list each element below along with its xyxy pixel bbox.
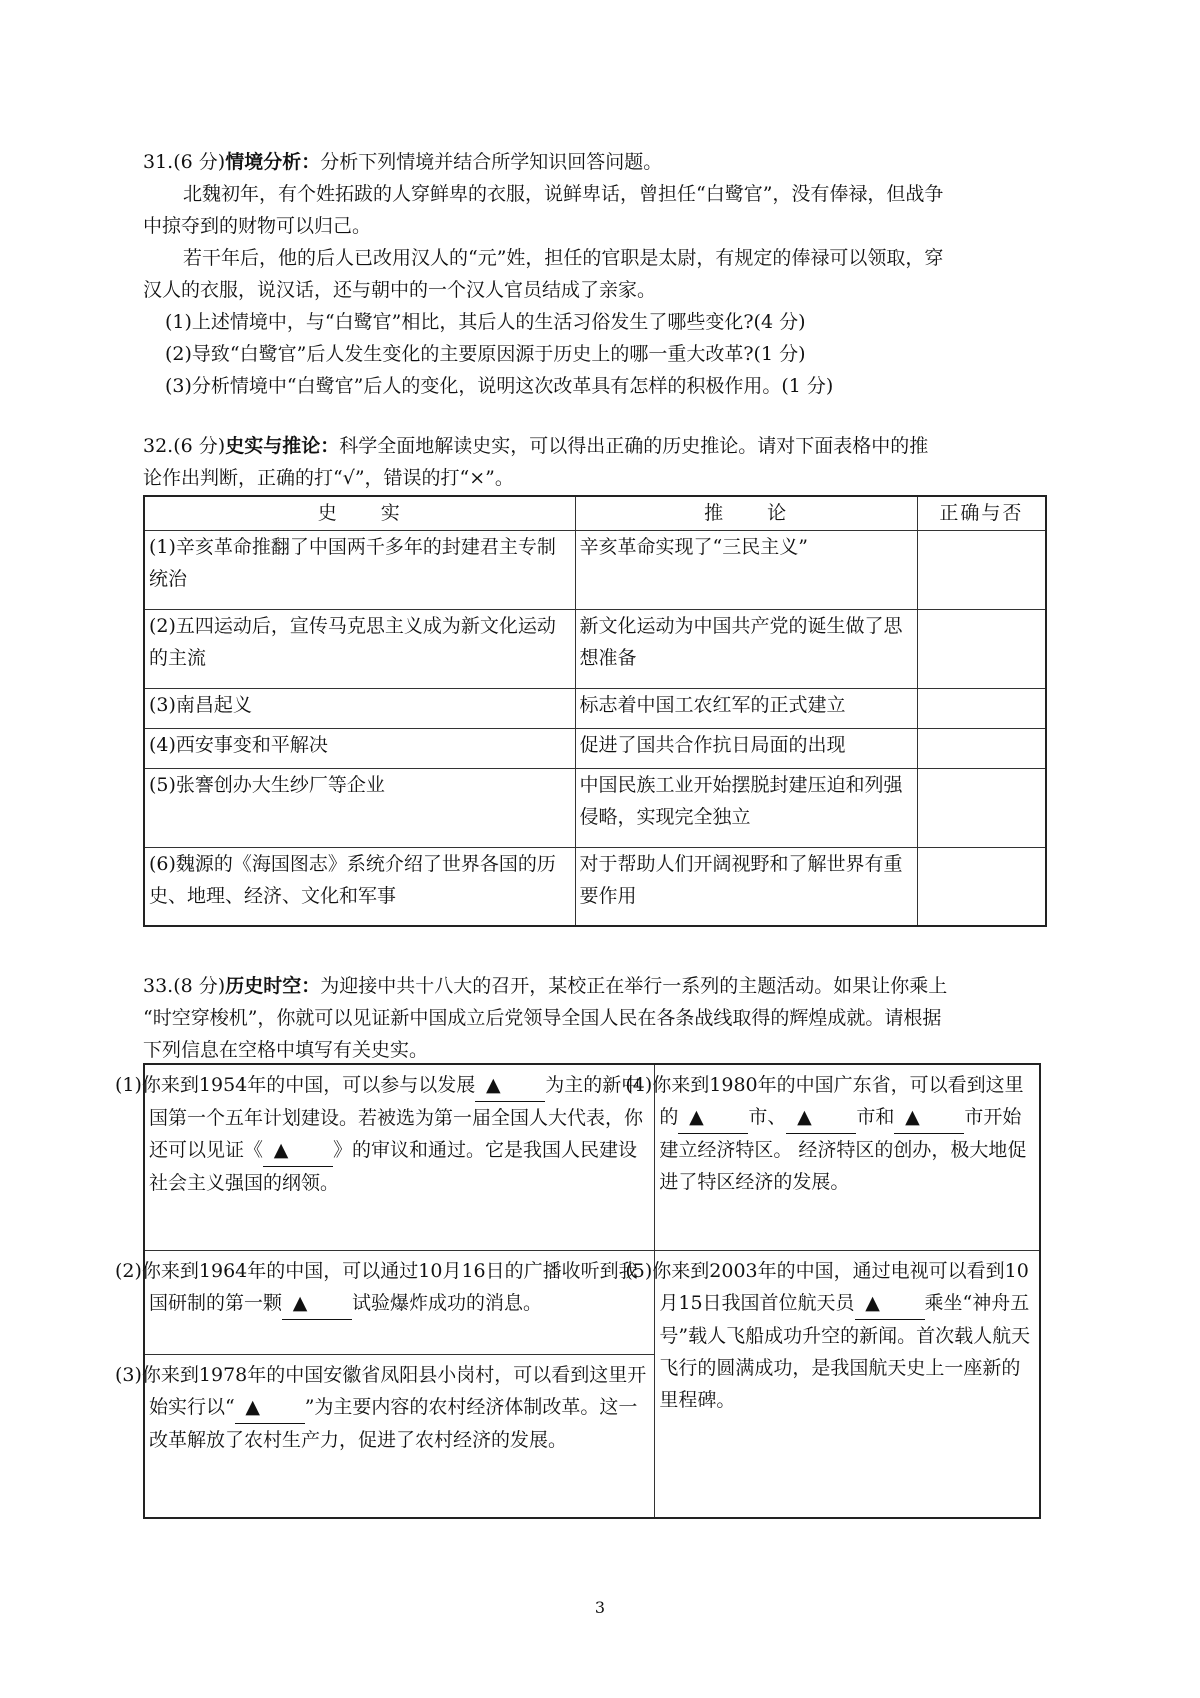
- q31-sub2: (2)导致“白鹭官”后人发生变化的主要原因源于历史上的哪一重大改革?(1 分): [165, 343, 806, 365]
- q33-intro-line3: 下列信息在空格中填写有关史实。: [143, 1039, 429, 1061]
- q33-intro-line2: “时空穿梭机”，你就可以见证新中国成立后党领导全国人民在各条战线取得的辉煌成就。请根据: [143, 1007, 942, 1029]
- cell-1964: (2)你来到1964年的中国，可以通过10月16日的广播收听到我国研制的第一颗 ▲ 试验爆炸成功的消息。: [144, 1250, 655, 1354]
- inference-cell: 新文化运动为中国共产党的诞生做了思想准备: [575, 609, 917, 688]
- inference-cell: 辛亥革命实现了“三民主义”: [575, 530, 917, 609]
- answer-blank[interactable]: ▲: [263, 1134, 333, 1167]
- header-inference: 推 论: [575, 496, 917, 530]
- question-32: [143, 430, 1063, 494]
- q31-para2-line2: 汉人的衣服，说汉话，还与朝中的一个汉人官员结成了亲家。: [143, 279, 657, 301]
- q31-para1-line2: 中掠夺到的财物可以归己。: [143, 215, 372, 237]
- inference-cell: 促进了国共合作抗日局面的出现: [575, 728, 917, 768]
- table-row: [144, 768, 1046, 847]
- table-row: [144, 609, 1046, 688]
- question-31: [143, 146, 1063, 402]
- q31-sub1: (1)上述情境中，与“白鹭官”相比，其后人的生活习俗发生了哪些变化?(4 分): [165, 311, 806, 333]
- q31-sub3: (3)分析情境中“白鹭官”后人的变化，说明这次改革具有怎样的积极作用。(1 分): [165, 375, 834, 397]
- table-row: [144, 847, 1046, 926]
- cell-1980: (4)你来到1980年的中国广东省，可以看到这里的 ▲ 市、 ▲ 市和 ▲ 市开始建立经济特区。 经济特区的创办，极大地促进了特区经济的发展。: [655, 1064, 1040, 1250]
- inference-cell: 对于帮助人们开阔视野和了解世界有重要作用: [575, 847, 917, 926]
- table-row: [144, 530, 1046, 609]
- answer-cell[interactable]: [917, 728, 1046, 768]
- page-number: 3: [594, 1598, 606, 1617]
- q32-table: [143, 495, 1047, 927]
- answer-blank[interactable]: ▲: [678, 1101, 748, 1134]
- answer-cell[interactable]: [917, 609, 1046, 688]
- answer-blank[interactable]: ▲: [855, 1287, 925, 1320]
- q32-intro-line2: 论作出判断，正确的打“√”，错误的打“×”。: [143, 467, 514, 489]
- table-row: [144, 728, 1046, 768]
- fact-cell: (4)西安事变和平解决: [144, 728, 575, 768]
- header-judgement: 正确与否: [917, 496, 1046, 530]
- answer-cell[interactable]: [917, 688, 1046, 728]
- header-fact: 史 实: [144, 496, 575, 530]
- q33-title: 33.(8 分)历史时空：为迎接中共十八大的召开，某校正在举行一系列的主题活动。如果让你乘上: [143, 975, 948, 997]
- answer-cell[interactable]: [917, 768, 1046, 847]
- answer-blank[interactable]: ▲: [282, 1287, 352, 1320]
- q31-para1-line1: 北魏初年，有个姓拓跋的人穿鲜卑的衣服，说鲜卑话，曾担任“白鹭官”，没有俸禄，但战争: [183, 183, 944, 205]
- q33-table: [115, 1063, 1041, 1519]
- answer-blank[interactable]: ▲: [475, 1069, 545, 1102]
- answer-blank[interactable]: ▲: [786, 1101, 856, 1134]
- inference-cell: 中国民族工业开始摆脱封建压迫和列强侵略，实现完全独立: [575, 768, 917, 847]
- fact-cell: (2)五四运动后，宣传马克思主义成为新文化运动的主流: [144, 609, 575, 688]
- cell-1978: (3)你来到1978年的中国安徽省凤阳县小岗村，可以看到这里开始实行以“ ▲ ”为主要内容的农村经济体制改革。这一改革解放了农村生产力，促进了农村经济的发展。: [144, 1354, 655, 1518]
- table-row: [144, 688, 1046, 728]
- fact-cell: (3)南昌起义: [144, 688, 575, 728]
- answer-blank[interactable]: ▲: [894, 1101, 964, 1134]
- fact-cell: (5)张謇创办大生纱厂等企业: [144, 768, 575, 847]
- inference-cell: 标志着中国工农红军的正式建立: [575, 688, 917, 728]
- fact-cell: (6)魏源的《海国图志》系统介绍了世界各国的历史、地理、经济、文化和军事: [144, 847, 575, 926]
- fact-cell: (1)辛亥革命推翻了中国两千多年的封建君主专制统治: [144, 530, 575, 609]
- answer-blank[interactable]: ▲: [235, 1391, 305, 1424]
- cell-1954: (1)你来到1954年的中国，可以参与以发展 ▲ 为主的新中国第一个五年计划建设。若被选为第一届全国人大代表，你还可以见证《 ▲ 》的审议和通过。它是我国人民建设社会主义强国的纲领。: [144, 1064, 655, 1250]
- cell-2003: (5)你来到2003年的中国，通过电视可以看到10月15日我国首位航天员 ▲ 乘坐“神舟五号”载人飞船成功升空的新闻。首次载人航天飞行的圆满成功，是我国航天史上一座新的里程碑。: [655, 1250, 1040, 1518]
- answer-cell[interactable]: [917, 847, 1046, 926]
- q31-title: 31.(6 分)情境分析：分析下列情境并结合所学知识回答问题。: [143, 151, 663, 173]
- q31-para2-line1: 若干年后，他的后人已改用汉人的“元”姓，担任的官职是太尉，有规定的俸禄可以领取，穿: [183, 247, 944, 269]
- q32-title: 32.(6 分)史实与推论：科学全面地解读史实，可以得出正确的历史推论。请对下面表格中的推: [143, 435, 929, 457]
- answer-cell[interactable]: [917, 530, 1046, 609]
- question-33: [143, 970, 1063, 1066]
